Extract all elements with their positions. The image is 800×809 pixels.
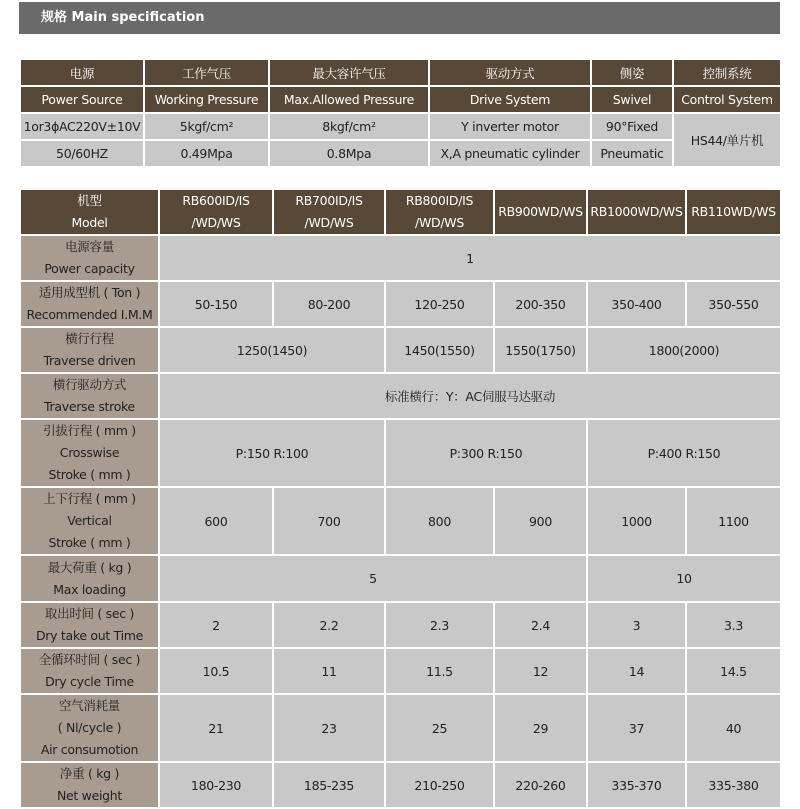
table-cell: 1000 — [587, 487, 686, 555]
table-cell: 29 — [494, 694, 587, 762]
table-cell: 210-250 — [385, 762, 494, 808]
table-cell: 1 — [159, 235, 781, 281]
table-cell: 37 — [587, 694, 686, 762]
main-spec-table — [19, 58, 782, 168]
label-line: Air consumotion — [40, 742, 139, 757]
label-line: Model — [71, 215, 108, 230]
table-cell: 335-370 — [587, 762, 686, 808]
header-cell: 电源 — [20, 59, 144, 86]
header-cell: 侧姿 — [591, 59, 673, 86]
table-cell: 1550(1750) — [494, 327, 587, 373]
label-line: 横行行程 — [65, 331, 114, 346]
table-cell: 3.3 — [686, 602, 781, 648]
header-row-en — [20, 86, 781, 113]
label-line: Dry cycle Time — [45, 674, 134, 689]
table-cell: 10 — [587, 555, 781, 602]
label-line: 横行驱动方式 — [52, 377, 127, 392]
table-cell: HS44/单片机 — [673, 113, 781, 167]
table-cell: Pneumatic — [591, 140, 673, 167]
model-spec-table — [19, 188, 782, 809]
table-cell: 0.8Mpa — [269, 140, 429, 167]
table-cell: 标准横行：Y：AC伺服马达驱动 — [159, 373, 781, 419]
label-line: 机型 — [77, 193, 102, 208]
row-label — [20, 373, 159, 419]
label-line: Net weight — [56, 788, 123, 803]
table-cell: 2.4 — [494, 602, 587, 648]
table-cell: X,A pneumatic cylinder — [429, 140, 591, 167]
label-line: 电源容量 — [65, 239, 114, 254]
header-cell: 控制系统 — [673, 59, 781, 86]
label-line: Max loading — [53, 581, 126, 597]
label-line: /WD/WS — [304, 215, 354, 230]
table-cell: 180-230 — [159, 762, 273, 808]
label-line: 取出时间 ( sec ) — [44, 606, 135, 621]
label-line: Recommended I.M.M — [26, 307, 153, 322]
table-cell: 12 — [494, 648, 587, 694]
table-row — [20, 694, 781, 762]
header-cell: Control System — [673, 86, 781, 113]
table-cell: Y inverter motor — [429, 113, 591, 140]
label-line: Stroke ( mm ) — [48, 467, 131, 482]
label-line: 适用成型机 ( Ton ) — [38, 285, 141, 300]
label-line: 引拔行程 ( mm ) — [43, 423, 136, 438]
table-row — [20, 487, 781, 555]
label-line: 空气消耗量 — [58, 698, 120, 713]
label-line: RB600ID/IS — [182, 193, 250, 208]
table-cell: 40 — [686, 694, 781, 762]
model-header-5 — [686, 189, 781, 235]
table-cell: 0.49Mpa — [144, 140, 269, 167]
model-header-2 — [385, 189, 494, 235]
table-cell: 5kgf/cm² — [144, 113, 269, 140]
row-label — [20, 281, 159, 327]
table-cell: 14 — [587, 648, 686, 694]
label-line: RB110WD/WS — [691, 204, 776, 219]
table-cell: 10.5 — [159, 648, 273, 694]
label-line: 上下行程 ( mm ) — [43, 491, 136, 506]
table-cell: 800 — [385, 487, 494, 555]
table-row — [20, 648, 781, 694]
label-line: /WD/WS — [415, 215, 464, 230]
header-cell: 驱动方式 — [429, 59, 591, 86]
label-line: RB900WD/WS — [498, 204, 583, 219]
row-label — [20, 648, 159, 694]
label-line: Traverse driven — [43, 353, 136, 368]
section-title: 规格 Main specification — [19, 2, 780, 34]
table-cell: 90°Fixed — [591, 113, 673, 140]
model-header-4 — [587, 189, 686, 235]
table-cell: 1100 — [686, 487, 781, 555]
label-line: Power capacity — [44, 261, 135, 276]
header-cell: Working Pressure — [144, 86, 269, 113]
header-cell: 工作气压 — [144, 59, 269, 86]
table-cell: 700 — [273, 487, 385, 555]
table-cell: 2.3 — [385, 602, 494, 648]
label-line: 净重 ( kg ) — [59, 766, 120, 781]
label-line: Stroke ( mm ) — [48, 535, 131, 550]
table-cell: 5 — [159, 555, 587, 602]
label-line: Traverse stroke — [44, 399, 135, 414]
table-cell: 220-260 — [494, 762, 587, 808]
table-cell: 350-550 — [686, 281, 781, 327]
table-cell: 25 — [385, 694, 494, 762]
table-row — [20, 762, 781, 808]
table-cell: 11 — [273, 648, 385, 694]
header-cell: Power Source — [20, 86, 144, 113]
label-line: RB800ID/IS — [405, 193, 474, 208]
row-label — [20, 602, 159, 648]
table-cell: 14.5 — [686, 648, 781, 694]
table-cell: 2 — [159, 602, 273, 648]
label-line: 全循环时间 ( sec ) — [38, 652, 141, 667]
table-cell: 1or3ϕAC220V±10V — [20, 113, 144, 140]
row-label — [20, 694, 159, 762]
label-line: /WD/WS — [191, 215, 241, 230]
table-row — [20, 327, 781, 373]
table-row — [20, 373, 781, 419]
table-cell: 1450(1550) — [385, 327, 494, 373]
table-cell: 80-200 — [273, 281, 385, 327]
table-cell: 2.2 — [273, 602, 385, 648]
table-row — [20, 113, 781, 140]
table-row — [20, 419, 781, 487]
label-line: Crosswise — [59, 445, 120, 460]
label-line: RB700ID/IS — [295, 193, 363, 208]
table-cell: 120-250 — [385, 281, 494, 327]
row-label — [20, 327, 159, 373]
header-cell: Max.Allowed Pressure — [269, 86, 429, 113]
table-cell: 335-380 — [686, 762, 781, 808]
header-cell: Drive System — [429, 86, 591, 113]
row-label — [20, 235, 159, 281]
label-line: ( Nl/cycle ) — [57, 720, 122, 735]
row-label — [20, 419, 159, 487]
model-header-1 — [273, 189, 385, 235]
table-row — [20, 235, 781, 281]
table-row — [20, 602, 781, 648]
header-cell: 最大容许气压 — [269, 59, 429, 86]
model-header-0 — [159, 189, 273, 235]
row-label — [20, 555, 159, 602]
table-cell: 23 — [273, 694, 385, 762]
table-cell: P:400 R:150 — [587, 419, 781, 487]
table-cell: 600 — [159, 487, 273, 555]
table-cell: 185-235 — [273, 762, 385, 808]
header-row-cn — [20, 59, 781, 86]
label-line: 最大荷重 ( kg ) — [47, 559, 132, 575]
table-cell: 50-150 — [159, 281, 273, 327]
table-cell: 200-350 — [494, 281, 587, 327]
table-cell: P:150 R:100 — [159, 419, 385, 487]
label-line: RB1000WD/WS — [590, 204, 683, 219]
header-cell: Swivel — [591, 86, 673, 113]
table-cell: 11.5 — [385, 648, 494, 694]
table-row — [20, 555, 781, 602]
label-line: Dry take out Time — [35, 628, 144, 643]
header-label — [20, 189, 159, 235]
header-row — [20, 189, 781, 235]
table-cell: 50/60HZ — [20, 140, 144, 167]
table-row — [20, 281, 781, 327]
table-cell: 900 — [494, 487, 587, 555]
label-line: Vertical — [67, 513, 112, 528]
table-cell: 21 — [159, 694, 273, 762]
row-label — [20, 762, 159, 808]
table-cell: 350-400 — [587, 281, 686, 327]
table-cell: P:300 R:150 — [385, 419, 587, 487]
row-label — [20, 487, 159, 555]
table-row — [20, 140, 781, 167]
model-header-3 — [494, 189, 587, 235]
table-cell: 3 — [587, 602, 686, 648]
table-cell: 8kgf/cm² — [269, 113, 429, 140]
table-cell: 1250(1450) — [159, 327, 385, 373]
table-cell: 1800(2000) — [587, 327, 781, 373]
